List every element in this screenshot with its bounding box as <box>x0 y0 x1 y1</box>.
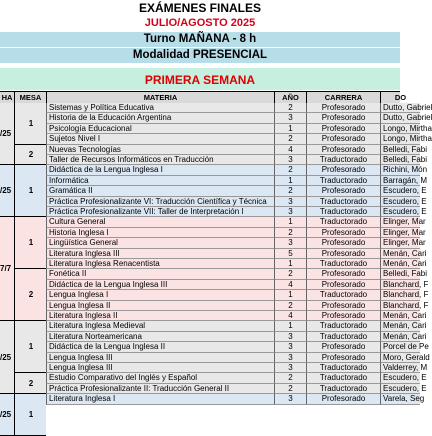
year-cell: 3 <box>274 353 306 363</box>
year-cell: 3 <box>274 394 306 404</box>
mesa-number: 2 <box>28 378 34 388</box>
table-row <box>0 248 427 259</box>
year-cell: 2 <box>274 373 306 383</box>
year-cell: 3 <box>274 342 306 352</box>
year-cell: 4 <box>274 311 306 321</box>
subject-cell: Literatura Inglesa III <box>46 249 274 259</box>
teacher-cell: Porcel de Pe <box>380 342 420 352</box>
year-cell: 1 <box>274 176 306 186</box>
table-row <box>0 238 426 248</box>
teacher-cell: Escudero, E <box>380 186 420 196</box>
subject-cell: Gramática II <box>46 186 274 196</box>
teacher-cell: Escudero, E <box>380 207 420 217</box>
career-cell: Traductorado <box>306 321 380 331</box>
career-cell: Traductorado <box>306 290 380 300</box>
career-cell: Traductorado <box>306 197 380 207</box>
career-cell: Traductorado <box>306 373 380 383</box>
subject-cell: Lengua Inglesa III <box>46 363 274 373</box>
teacher-cell: Escudero, E <box>380 384 420 394</box>
teacher-cell: Menán, Cari <box>380 249 420 259</box>
subject-cell: Informática <box>46 176 274 186</box>
teacher-cell: Longo, Mirtha <box>380 124 420 134</box>
subject-cell: Lengua Inglesa III <box>46 353 274 363</box>
modality-banner: Modalidad PRESENCIAL <box>0 48 400 63</box>
subject-cell: Estudio Comparativo del Inglés y Español <box>46 373 274 383</box>
career-cell: Profesorado <box>306 165 380 175</box>
year-cell: 1 <box>274 217 306 227</box>
table-row <box>0 113 432 123</box>
subject-cell: Práctica Profesionalizante II: Traducción General II <box>46 384 274 394</box>
subject-cell: Lengua Inglesa II <box>46 301 274 311</box>
career-cell: Profesorado <box>306 301 380 311</box>
teacher-cell: Dutto, Gabriel <box>380 113 420 123</box>
table-row <box>0 373 427 383</box>
table-row <box>0 196 427 207</box>
subject-cell: Historia de la Educación Argentina <box>46 113 274 123</box>
table-row <box>0 383 427 394</box>
career-cell: Traductorado <box>306 363 380 373</box>
teacher-cell: Elinger, Mar <box>380 238 420 248</box>
year-cell: 4 <box>274 145 306 155</box>
year-cell: 4 <box>274 280 306 290</box>
mesa-number: 1 <box>28 186 34 196</box>
table-row <box>0 279 429 290</box>
career-cell: Profesorado <box>306 134 380 144</box>
teacher-cell: Escudero, E <box>380 197 420 207</box>
table-row <box>0 259 427 269</box>
subject-cell: Práctica Profesionalizante VII: Taller de Interpretación I <box>46 207 274 217</box>
career-cell: Profesorado <box>306 238 380 248</box>
table-row <box>0 103 432 113</box>
table-row <box>0 290 429 300</box>
date-label: 7/7 <box>0 264 12 274</box>
subject-cell: Taller de Recursos Informáticos en Traducción <box>46 155 274 165</box>
year-cell: 2 <box>274 301 306 311</box>
table-row <box>0 269 428 279</box>
career-cell: Traductorado <box>306 259 380 269</box>
year-cell: 5 <box>274 249 306 259</box>
subject-cell: Literatura Inglesa I <box>46 394 274 404</box>
career-cell: Traductorado <box>306 155 380 165</box>
col-mesa: MESA <box>14 92 46 103</box>
subject-cell: Literatura Inglesa Renacentista <box>46 259 274 269</box>
table-row <box>0 175 428 186</box>
teacher-cell: Blanchard, F <box>380 280 420 290</box>
year-cell: 3 <box>274 332 306 342</box>
table-row <box>0 186 427 196</box>
teacher-cell: Richini, Món <box>380 165 420 175</box>
career-cell: Profesorado <box>306 186 380 196</box>
table-row <box>0 207 427 217</box>
teacher-cell: Blanchard, F <box>380 301 420 311</box>
subject-cell: Literatura Inglesa Medieval <box>46 321 274 331</box>
table-row <box>0 144 428 155</box>
subject-cell: Fonética II <box>46 269 274 279</box>
year-cell: 3 <box>274 363 306 373</box>
career-cell: Profesorado <box>306 145 380 155</box>
year-cell: 2 <box>274 269 306 279</box>
subject-cell: Psicología Educacional <box>46 124 274 134</box>
year-cell: 2 <box>274 165 306 175</box>
table-row <box>0 321 427 331</box>
table-row <box>0 311 427 321</box>
teacher-cell: Elinger, Mar <box>380 217 420 227</box>
period-subtitle: JULIO/AGOSTO 2025 <box>144 17 256 29</box>
teacher-cell: Moro, Gerald <box>380 353 420 363</box>
teacher-cell: Belledi, Fabi <box>380 269 420 279</box>
table-row <box>0 123 432 134</box>
subject-cell: Historia Inglesa I <box>46 228 274 238</box>
career-cell: Profesorado <box>306 113 380 123</box>
table-row <box>0 134 432 144</box>
year-cell: 3 <box>274 155 306 165</box>
year-cell: 3 <box>274 113 306 123</box>
subject-cell: Nuevas Tecnologías <box>46 145 274 155</box>
teacher-cell: Menán, Cari <box>380 321 420 331</box>
teacher-cell: Longo, Mirtha <box>380 134 420 144</box>
subject-cell: Lengua Inglesa I <box>46 290 274 300</box>
date-label: /25 <box>0 186 12 196</box>
mesa-number: 1 <box>28 342 34 352</box>
table-row <box>0 217 426 227</box>
career-cell: Profesorado <box>306 353 380 363</box>
table-row <box>0 352 430 363</box>
table-row <box>0 342 429 352</box>
week-banner <box>0 68 400 90</box>
subject-cell: Cultura General <box>46 217 274 227</box>
week-label: PRIMERA SEMANA <box>144 73 256 87</box>
subject-cell: Sujetos Nivel I <box>46 134 274 144</box>
teacher-cell: Barragán, M <box>380 176 420 186</box>
subject-cell: Lingüística General <box>46 238 274 248</box>
mesa-number: 2 <box>28 290 34 300</box>
date-label: /25 <box>0 129 12 139</box>
subject-cell: Didáctica de la Lengua Inglesa I <box>46 165 274 175</box>
mesa-number: 1 <box>28 118 34 128</box>
career-cell: Profesorado <box>306 269 380 279</box>
col-ano: AÑO <box>274 92 306 103</box>
subject-cell: Práctica Profesionalizante VI: Traducción Científica y Técnica <box>46 197 274 207</box>
col-carrera: CARRERA <box>306 92 380 103</box>
table-row <box>0 363 428 373</box>
career-cell: Profesorado <box>306 103 380 113</box>
subject-cell: Sistemas y Política Educativa <box>46 103 274 113</box>
career-cell: Profesorado <box>306 311 380 321</box>
year-cell: 3 <box>274 197 306 207</box>
year-cell: 1 <box>274 290 306 300</box>
year-cell: 2 <box>274 186 306 196</box>
career-cell: Traductorado <box>306 384 380 394</box>
table-row <box>0 155 428 165</box>
year-cell: 1 <box>274 259 306 269</box>
subject-cell: Literatura Norteamericana <box>46 332 274 342</box>
career-cell: Profesorado <box>306 394 380 404</box>
year-cell: 2 <box>274 103 306 113</box>
career-cell: Profesorado <box>306 124 380 134</box>
year-cell: 2 <box>274 134 306 144</box>
year-cell: 2 <box>274 384 306 394</box>
subject-cell: Literatura Inglesa II <box>46 311 274 321</box>
career-cell: Profesorado <box>306 342 380 352</box>
career-cell: Traductorado <box>306 207 380 217</box>
table-row <box>0 165 428 175</box>
teacher-cell: Elinger, Mar <box>380 228 420 238</box>
shift-banner: Turno MAÑANA - 8 h <box>0 32 400 47</box>
col-fecha: HA <box>1 93 13 102</box>
table-row <box>0 394 425 404</box>
career-cell: Traductorado <box>306 217 380 227</box>
year-cell: 1 <box>274 321 306 331</box>
teacher-cell: Valderrey, M <box>380 363 420 373</box>
mesa-number: 1 <box>28 409 34 419</box>
career-cell: Profesorado <box>306 280 380 290</box>
teacher-cell: Dutto, Gabriel <box>380 103 420 113</box>
teacher-cell: Blanchard, F <box>380 290 420 300</box>
table-row <box>0 331 427 342</box>
career-cell: Profesorado <box>306 249 380 259</box>
teacher-cell: Escudero, E <box>380 373 420 383</box>
table-row <box>0 227 426 238</box>
career-cell: Traductorado <box>306 176 380 186</box>
subject-cell: Didáctica de la Lengua Inglesa II <box>46 342 274 352</box>
year-cell: 3 <box>274 238 306 248</box>
year-cell: 1 <box>274 124 306 134</box>
teacher-cell: Menán, Cari <box>380 332 420 342</box>
mesa-number: 2 <box>28 149 34 159</box>
table-row <box>0 300 429 311</box>
career-cell: Profesorado <box>306 228 380 238</box>
year-cell: 3 <box>274 207 306 217</box>
date-label: /25 <box>0 352 12 362</box>
teacher-cell: Menán, Cari <box>380 311 420 321</box>
page-title: EXÁMENES FINALES <box>138 1 261 15</box>
col-docente: DO <box>380 92 420 103</box>
teacher-cell: Menán, Cari <box>380 259 420 269</box>
date-label: /25 <box>0 409 12 419</box>
subject-cell: Didáctica de la Lengua Inglesa III <box>46 280 274 290</box>
career-cell: Traductorado <box>306 332 380 342</box>
teacher-cell: Belledi, Fabi <box>380 145 420 155</box>
col-materia: MATERIA <box>46 92 274 103</box>
teacher-cell: Varela, Seg <box>380 394 420 404</box>
teacher-cell: Belledi, Fabi <box>380 155 420 165</box>
year-cell: 2 <box>274 228 306 238</box>
mesa-number: 1 <box>28 238 34 248</box>
